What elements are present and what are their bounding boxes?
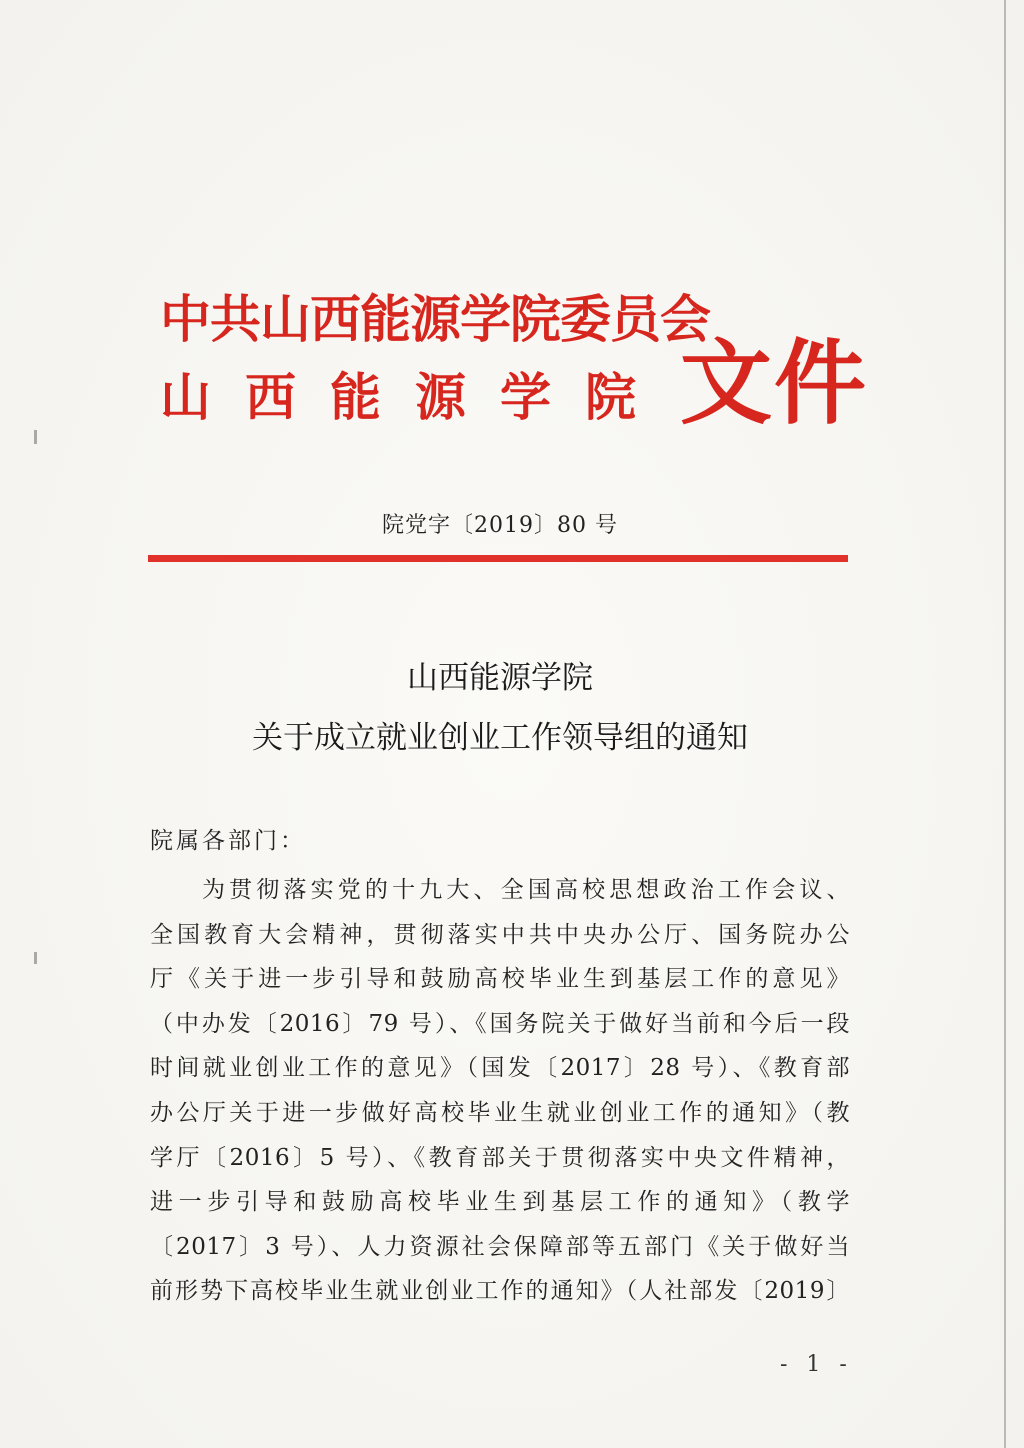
body-line: 为贯彻落实党的十九大、全国高校思想政治工作会议、 bbox=[202, 877, 850, 903]
issuer-college: 山西能源学院 bbox=[160, 368, 671, 428]
body-line: 进一步引导和鼓励高校毕业生到基层工作的通知》（教学 bbox=[150, 1189, 850, 1216]
document-type-label: 文件 bbox=[680, 329, 869, 437]
page-edge-shadow bbox=[1004, 0, 1006, 1448]
body-line: （中办发〔2016〕79 号）、《国务院关于做好当前和今后一段 bbox=[150, 1010, 850, 1037]
page-number: - 1 - bbox=[780, 1352, 853, 1377]
salutation: 院属各部门： bbox=[150, 828, 306, 854]
notice-title-line-2: 关于成立就业创业工作领导组的通知 bbox=[252, 720, 748, 756]
scan-mark bbox=[34, 430, 37, 444]
body-line: 前形势下高校毕业生就业创业工作的通知》（人社部发〔2019〕 bbox=[150, 1278, 850, 1305]
body-line: 全国教育大会精神，贯彻落实中共中央办公厅、国务院办公 bbox=[150, 921, 850, 948]
body-line: 办公厅关于进一步做好高校毕业生就业创业工作的通知》（教 bbox=[150, 1099, 850, 1126]
issuer-party-committee: 中共山西能源学院委员会 bbox=[160, 290, 711, 350]
body-line: 学厅〔2016〕5 号）、《教育部关于贯彻落实中央文件精神， bbox=[150, 1144, 850, 1171]
red-divider bbox=[148, 555, 848, 562]
body-line: 〔2017〕3 号）、人力资源社会保障部等五部门《关于做好当 bbox=[150, 1233, 850, 1260]
notice-title-line-1: 山西能源学院 bbox=[407, 660, 593, 696]
body-line: 时间就业创业工作的意见》（国发〔2017〕28 号）、《教育部 bbox=[150, 1055, 850, 1082]
document-number: 院党字〔2019〕80 号 bbox=[382, 513, 618, 538]
body-text bbox=[150, 868, 850, 1314]
document-header bbox=[160, 278, 869, 438]
body-line: 厅《关于进一步引导和鼓励高校毕业生到基层工作的意见》 bbox=[150, 966, 850, 993]
scan-mark bbox=[34, 952, 37, 964]
